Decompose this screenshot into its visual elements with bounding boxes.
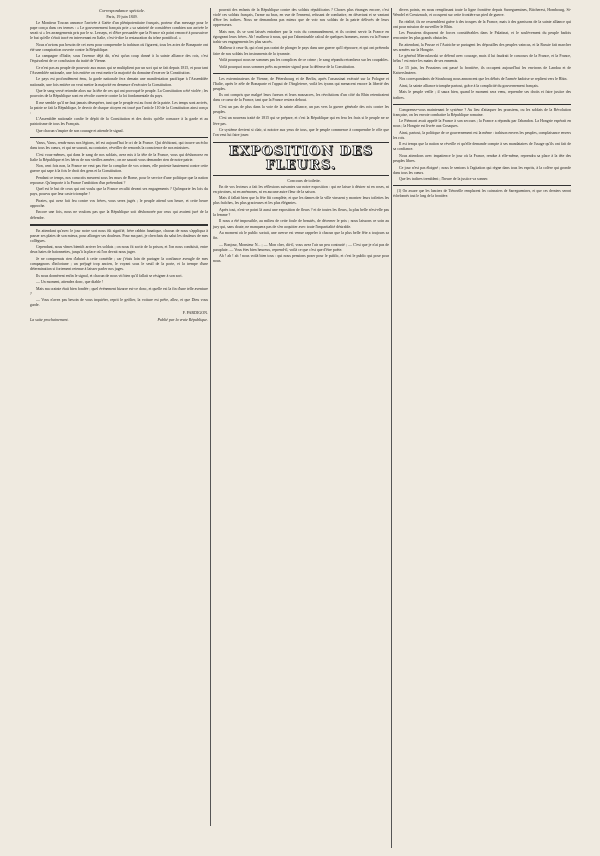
page-footer: [30, 317, 208, 322]
section-rule: [393, 185, 571, 186]
paragraph: Au moment où le public sortait, une averse est venue rappeler à chacun que la plus belle fête a toujours sa fin.: [213, 230, 389, 241]
section-rule: [213, 73, 389, 74]
paragraph: Mais ma crainte était bien fondée ; quel événement bizarre est-ce donc, et quelle est la fin d'une telle aventure ?: [30, 286, 208, 296]
paragraph: Ils nous donnèrent enfin le signal, et chacun de nous vit bien qu'il fallait se résigner à son sort.: [36, 273, 183, 278]
paragraph: La campagne d'Italie, sous l'avenue déjà dit, n'est qu'un coup donné à la sainte alliance des rois, c'est l'équivalent de ce conclusion du traité de Vienne.: [30, 54, 208, 64]
paragraph: C'est vous-mêmes, qui dans le sang de nos soldats, avez mis à la tête de la France, vous qui déshonorez en Italie la République et les héros de nos vieilles armées ; on ne saurait vous demander rien de notre patrie.: [30, 152, 208, 162]
paragraph: Les Prussiens disposent de forces considérables dans le Palatinat, et le soulèvement du peuple badois rencontre les plus grands obstacles.: [393, 31, 571, 41]
correspondence-heading: Correspondance spéciale.: [99, 8, 145, 13]
footer-publisher: Publié par la vraie République.: [157, 316, 208, 322]
paragraph: En attendant qu'avec le jour notre sort nous fût signifié, frère rabbin fanatique, chacun de nous s'appliqua à passer ses plaies de son mieux, pour allonger ses douleurs. Pour ma part, je cherchais du salut les douleurs de mes collègues.: [30, 228, 208, 243]
paragraph: divers points, en nous remplissant toute la ligne frontière depuis Sarreguemines, Bitcherest, Hombourg, St-Wendel et Creutznach, et occupent sur cette frontière un pied de guerre.: [393, 8, 571, 18]
paragraph: Nous n'avions pas besoin de cet aveu pour comprendre la trahison où figurent, tous les actes de Bonaparte ont été une conspiration ouverte contre la République.: [30, 42, 208, 52]
paragraph: Voilà pourquoi nous sommes prêts au premier signal pour la défense de la Constitution.: [219, 64, 356, 69]
footer-continuation: La suite prochainement.: [30, 316, 69, 322]
column-right: [393, 8, 571, 200]
paragraph: Non, cent fois non, la France ne veut pas être la complice de vos crimes, elle proteste hautement contre cette guerre qui sape à la fois le droit des gens et la Constitution.: [30, 164, 208, 174]
footnote: [393, 189, 571, 198]
paragraph: Que le sang versé retombe alors sur la tête de ces qui ont provoqué le peuple. La Constitution a été violée ; les pouvoirs de la République sont en révolte ouverte contre la loi fondamentale du pays.: [30, 89, 208, 99]
paragraph: Pendant ce temps, nos conscrits meurent sous les murs de Rome, pour le service d'une politique que la nation repousse. Qu'importe à la France l'ambition d'un prétendant ?: [30, 175, 208, 185]
paragraph: Nous attendons avec impatience le jour où la France, rendue à elle-même, reprendra sa place à la tête des peuples libres.: [393, 153, 571, 164]
paragraph: Le Moniteur Toscan annonce l'arrivée à Gaëte d'un plénipotentiaire français, porteur d'un message pour le pape conçu dans ces termes : « Le gouvernement français prie « sa sainteté de considérer combien son arrivée le serait si « les arrangements pris par le sr. Lesseps, et d'être persuadée que la France n'a point renoncé à poursuivre le but qu'elle s'était tracé en intervenant en Italie, c'est-à-dire la restauration du trône pontifical. »: [30, 20, 208, 41]
paragraph: Voilà pourquoi nous ne sommes pas les complices de ce crime ; le sang répandu retombera sur les coupables.: [219, 58, 389, 63]
dateline: Paris, 19 juin 1849.: [106, 14, 138, 20]
section-rule: [393, 104, 571, 105]
paragraph: Il me semble qu'il ne faut jamais désespérer, tant que le peuple est au front de la patrie. Les temps sont arrivés, la patrie se fait la République, le devoir de chaque citoyen est tracé par l'article 110 de la Constitution ainsi conçu :: [30, 100, 208, 115]
column-divider: [210, 8, 211, 826]
column-left: [30, 8, 208, 322]
paragraph: Je ne comprenais rien d'abord à cette comédie ; car j'étais loin de partager la confiance aveugle de mes compagnons d'infortune ; un préjugé trop ancien, le voyant sous le seuil de la porte, et la trempe d'une détermination si fortement retenue à laisser parler nos juges.: [30, 256, 208, 272]
paragraph: Malheur à ceux-là, qui n'ont pas craint de plonger le pays dans une guerre qu'il réprouve, et qui ont prétendu faire de nos soldats les instruments de la tyrannie.: [213, 46, 389, 56]
footnote-text: (1) On assure que les lanciers de Tiénoville remplacent les cuirassiers de Sarreguemines, et que ces derniers seront échelonnés tout le long de la frontière.: [393, 189, 571, 198]
exposition-subtitle: Concours de toilette.: [287, 178, 321, 184]
paragraph: Mais le peuple veille ; il saura bien, quand le moment sera venu, reprendre ses droits et faire justice des traîtres.: [393, 90, 571, 100]
paragraph: Le 15 juin, les Prussiens ont passé la frontière, ils occupent aujourd'hui les environs de Landau et de Kaiserslautern.: [393, 65, 571, 75]
paragraph: Ce jour n'est pas éloigné ; nous le sentons à l'agitation qui règne dans tous les esprits, à la colère qui gronde dans tous les cœurs.: [393, 165, 571, 175]
column-middle: [213, 8, 389, 266]
paragraph: Cependant, nous vîmes bientôt arriver les soldats ; on nous fit sortir de la prison, et l'on nous conduisit, entre deux haies de baïonnettes, jusqu'à la place où l'on devait nous juger.: [30, 245, 208, 255]
paragraph: En de vos lecteurs a fait les réflexions suivantes sur notre exposition : qui ne laisse à désirer ni en roses, ni en pivoines, ni en anémones, ni en aucune autre fleur de la saison.: [213, 184, 389, 194]
paragraph: Mais non, ils se sont laissés entraîner par la voix du commandement, et ils croient servir la France en égorgeant leurs frères. Ah ! malheur à nous, qui par l'abominable calcul de quelques hommes, avons vu la France trahir ses engagements les plus sacrés.: [213, 29, 389, 44]
paragraph: Il est temps que la nation se réveille et qu'elle demande compte à ses mandataires de l'usage qu'ils ont fait de sa confiance.: [393, 142, 571, 152]
paragraph: Ce système devient si clair, si notoire aux yeux de tous, que le peuple commence à comprendre le rôle que l'on veut lui faire jouer.: [213, 128, 389, 138]
paragraph: Le général Mieroslawski se défend avec courage, mais il lui faudrait le concours de la France, et la France, hélas ! est entre les mains de ses ennemis.: [393, 54, 571, 64]
paragraph: Comprenez-vous maintenant le système ? Au lieu d'attaquer les prussiens, ou les soldats de la Révolution française, on les envoie combattre la République romaine.: [393, 107, 571, 117]
paragraph: — Un moment, attendez donc, que diable !: [36, 280, 104, 285]
paragraph: Ah ! ah ! ah ! nous voilà bien tous : qui nous pensions poser pour le public, et c'est le public qui pose pour nous.: [213, 254, 389, 264]
paragraph: Pirates, qui avez fait feu contre vos frères, vous serez jugés ; le peuple attend son heure, et cette heure approche.: [30, 198, 208, 208]
paragraph: En attendant, la Prusse et l'Autriche se partagent les dépouilles des peuples vaincus, et la Russie fait marcher ses armées sur la Hongrie.: [393, 42, 571, 52]
column-divider: [391, 8, 392, 848]
exposition-banner: [213, 142, 389, 176]
paragraph: En réalité, ils ne ressemblent guère à des troupes de la France, mais à des garnisons de la sainte alliance qui ont pour mission de surveiller le Rhin.: [393, 19, 571, 29]
paragraph: Mais il fallait bien que la fête fût complète, et que les dames de la ville vinssent y montrer leurs toilettes les plus fraîches, les plus gracieuses et les plus élégantes.: [213, 196, 389, 206]
signature: F. PARDIGON.: [182, 309, 208, 315]
section-rule: [30, 224, 208, 226]
paragraph: Que les traîtres tremblent ; l'heure de la justice va sonner.: [399, 177, 489, 182]
paragraph: Après tout, n'est-ce point là aussi une exposition de fleurs ? et de toutes les fleurs, la plus belle n'est-elle pas la femme ?: [213, 207, 389, 217]
paragraph: Il nous a été impossible, au milieu de cette foule de beautés, de décerner le prix ; nous laissons ce soin au jury qui, sans doute, ne manquera pas de s'en acquitter avec toute l'impartialité désirable.: [213, 219, 389, 229]
paragraph: C'est un pas de plus dans la voie de la sainte alliance, un pas vers la guerre générale des rois contre les peuples.: [213, 104, 389, 114]
paragraph: Varus, Varus, rends-nous nos légions, tel est aujourd'hui le cri de la France. Qui déchirant, qui trouve un écho dans tous les cœurs, et qui ne saurait, au contraire, réveiller de remords la conscience de nos ministres.: [30, 140, 208, 151]
paragraph: Ainsi, partout, la politique de ce gouvernement est la même : trahison envers les peuples, complaisance envers les rois.: [393, 130, 571, 140]
exposition-title: EXPOSITION DES FLEURS.: [228, 144, 374, 174]
paragraph: — Bonjour, Monsieur N... ; — Mon cher, dit-il, vous avez l'air un peu contrarié ; — C'est que je n'ai pas de parapluie. — Vous êtes bien heureux, reprend-il, voilà ce que c'est que d'être poète.: [213, 242, 389, 252]
paragraph: pouvait des enfants de la République contre des soldats républicains ? Choses plus étranges encore, c'est violé ces soldats français, l'arme au bras, en vue de l'ennemi, refusant de combattre, en désertant et se vantant d'être les traîtres. Nous ne demandons pas mieux que de voir nos soldats de la patrie délivrés de leurs oppresseurs.: [213, 8, 389, 28]
section-rule: [30, 137, 208, 138]
paragraph: — Vous n'avez pas besoin de vous inquiéter, reprit le geôlier, la voiture est prête, allez, et que Dieu vous garde.: [30, 298, 208, 308]
paragraph: Le pays est profondément ému, la garde nationale fera demain une manifestation pacifique à l'Assemblée nationale, une fois entière on veut mettre la majorité en demeure d'exécuter la Constitution.: [30, 77, 208, 87]
paragraph: Ce n'est pas au peuple de pourvoir aux maux qui se multiplient par un sort qui se fait depuis 1815, et pour tant l'Assemblée nationale, une fois entière on veut mettre la majorité du domaine d'exercer la Constitution.: [30, 65, 208, 75]
paragraph: C'est un nouveau traité de 1815 qui se prépare, et c'est la République qui en fera les frais si le peuple ne se lève pas.: [213, 116, 389, 126]
paragraph: Encore une fois, nous ne voulons pas que la République soit déshonorée par ceux qui avaient juré de la défendre.: [30, 210, 208, 220]
paragraph: Ils ont compris que malgré leurs fureurs et leurs massacres, les révolutions d'un côté du Rhin retentiraient dans ce cœur de la France, tant que la France restera debout.: [213, 93, 389, 103]
paragraph: L'Assemblée nationale confie le dépôt de la Constitution et des droits qu'elle consacre à la garde et au patriotisme de tous les Français.: [30, 117, 208, 127]
paragraph: Nos correspondants de Strasbourg nous annoncent que les débris de l'armée badoise se replient vers le Rhin.: [399, 77, 568, 82]
paragraph: Quel est le but de ceux qui ont voulu que la France reculât devant ses engagements ? Qu'importe les lois du pays, pourvu que leur caste triomphe !: [30, 187, 208, 197]
paragraph: Ainsi, la sainte alliance triomphe partout, grâce à la complicité du gouvernement français.: [399, 83, 539, 88]
paragraph: Que chacun s'inspire de son courage et attende le signal.: [36, 128, 124, 133]
paragraph: Les exterminateurs de Vienne, de Pétersbourg et de Berlin, après l'assassinat exécuté sur la Pologne et l'Italie, après le zèle de Bonaparte et l'appui de l'Angleterre, voilà les tyrans qui menacent encore la liberté des peuples.: [213, 76, 389, 91]
paragraph: Le Piémont avait appelé la France à son secours ; la France a répondu par l'abandon. La Hongrie espérait en nous ; la Hongrie est livrée aux Cosaques.: [393, 119, 571, 129]
